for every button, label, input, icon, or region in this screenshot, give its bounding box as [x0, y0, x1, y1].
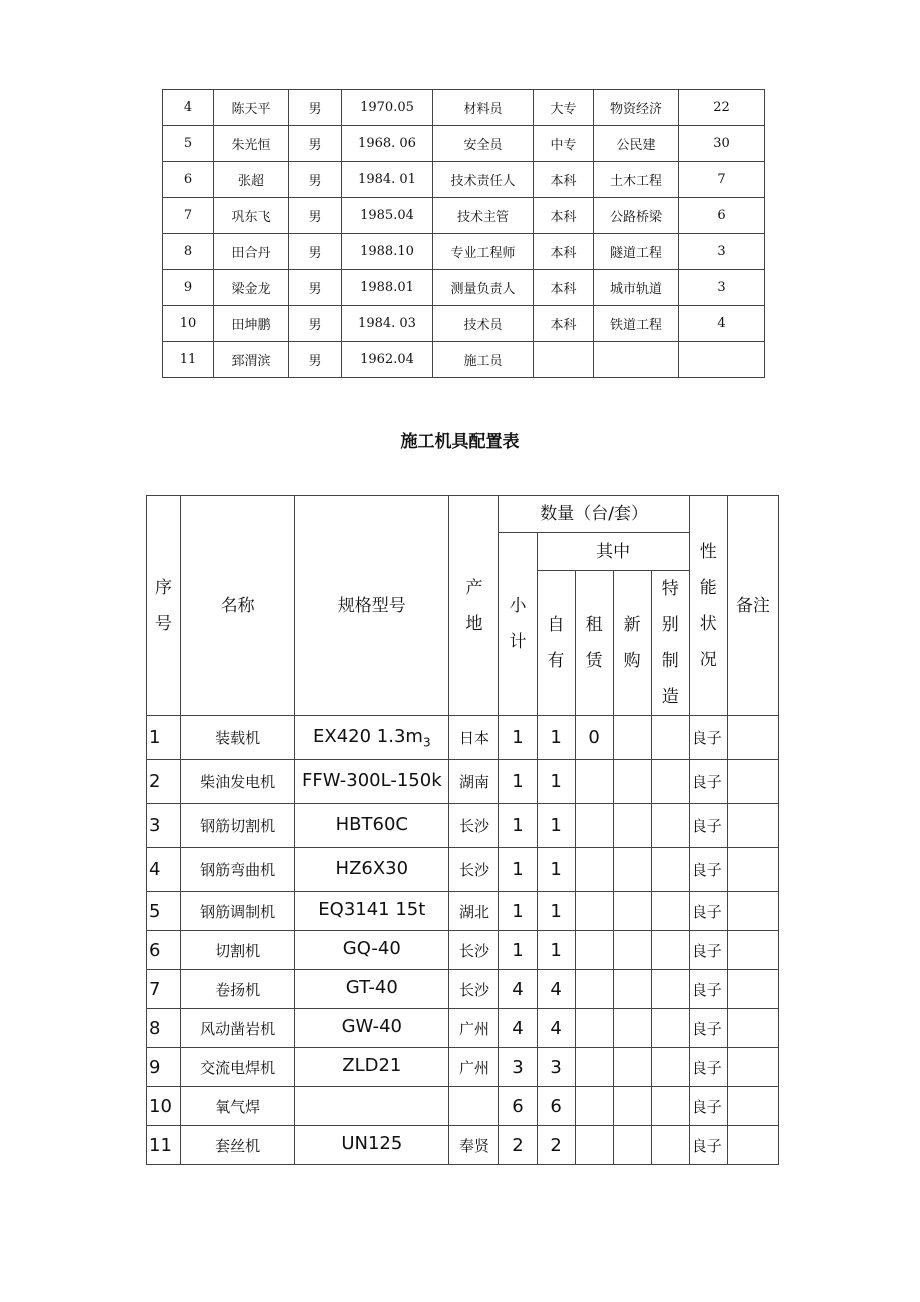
staff-cell-no: 9	[163, 270, 214, 306]
equipment-cell-remark	[727, 931, 778, 970]
equipment-cell-origin: 奉贤	[449, 1126, 499, 1165]
header-perf-char-3: 状	[699, 613, 717, 634]
header-new-char-1: 新	[623, 615, 641, 635]
staff-cell-years	[679, 342, 765, 378]
equipment-cell-performance: 良子	[689, 760, 727, 804]
equipment-cell-performance: 良子	[689, 848, 727, 892]
equipment-cell-lease	[575, 804, 613, 848]
equipment-cell-subtotal: 3	[499, 1048, 537, 1087]
equipment-cell-lease	[575, 1048, 613, 1087]
header-lease	[575, 571, 613, 716]
equipment-cell-new	[613, 848, 651, 892]
equipment-cell-name: 风动凿岩机	[181, 1009, 295, 1048]
header-seq	[147, 496, 181, 716]
equipment-cell-spec	[295, 1126, 449, 1165]
equipment-cell-seq: 1	[147, 716, 181, 760]
equipment-cell-special	[651, 760, 689, 804]
equipment-spec-text: EX420 1.3m	[313, 725, 423, 747]
staff-cell-position: 材料员	[433, 90, 534, 126]
equipment-cell-spec	[295, 848, 449, 892]
equipment-cell-new	[613, 892, 651, 931]
staff-cell-position: 技术主管	[433, 198, 534, 234]
equipment-cell-special	[651, 1126, 689, 1165]
equipment-row	[147, 970, 779, 1009]
staff-cell-name: 陈天平	[214, 90, 289, 126]
staff-cell-position: 安全员	[433, 126, 534, 162]
staff-cell-name: 梁金龙	[214, 270, 289, 306]
equipment-cell-spec	[295, 892, 449, 931]
equipment-cell-spec	[295, 931, 449, 970]
equipment-cell-origin: 日本	[449, 716, 499, 760]
equipment-cell-name: 柴油发电机	[181, 760, 295, 804]
equipment-cell-remark	[727, 970, 778, 1009]
equipment-cell-subtotal: 2	[499, 1126, 537, 1165]
equipment-cell-seq: 11	[147, 1126, 181, 1165]
equipment-cell-seq: 2	[147, 760, 181, 804]
staff-cell-position: 技术员	[433, 306, 534, 342]
equipment-cell-new	[613, 716, 651, 760]
equipment-spec-text: UN125	[341, 1133, 403, 1155]
staff-cell-born: 1984. 03	[342, 306, 433, 342]
staff-table	[162, 89, 765, 378]
equipment-spec-text: GW-40	[341, 1016, 403, 1038]
staff-cell-no: 10	[163, 306, 214, 342]
header-among: 其中	[537, 533, 689, 571]
equipment-cell-own: 1	[537, 804, 575, 848]
staff-cell-no: 4	[163, 90, 214, 126]
staff-cell-born: 1968. 06	[342, 126, 433, 162]
staff-cell-major: 隧道工程	[594, 234, 679, 270]
staff-cell-gender: 男	[289, 162, 342, 198]
equipment-cell-special	[651, 1048, 689, 1087]
staff-cell-years: 7	[679, 162, 765, 198]
equipment-cell-own: 6	[537, 1087, 575, 1126]
header-seq-char-1: 序	[155, 577, 173, 598]
equipment-cell-subtotal: 4	[499, 1009, 537, 1048]
equipment-cell-own: 4	[537, 1009, 575, 1048]
equipment-cell-origin: 广州	[449, 1009, 499, 1048]
header-subtotal	[499, 533, 537, 716]
staff-cell-years: 30	[679, 126, 765, 162]
equipment-cell-own: 1	[537, 892, 575, 931]
equipment-cell-new	[613, 804, 651, 848]
equipment-cell-own: 1	[537, 848, 575, 892]
equipment-row	[147, 1048, 779, 1087]
staff-cell-gender: 男	[289, 270, 342, 306]
equipment-cell-performance: 良子	[689, 892, 727, 931]
header-new	[613, 571, 651, 716]
staff-cell-education	[534, 342, 594, 378]
staff-row	[163, 162, 765, 198]
equipment-cell-name: 套丝机	[181, 1126, 295, 1165]
equipment-cell-origin: 长沙	[449, 804, 499, 848]
equipment-spec-text: HBT60C	[335, 813, 408, 835]
staff-cell-education: 本科	[534, 306, 594, 342]
staff-cell-name: 朱光恒	[214, 126, 289, 162]
staff-cell-gender: 男	[289, 126, 342, 162]
equipment-cell-name: 交流电焊机	[181, 1048, 295, 1087]
equipment-cell-special	[651, 892, 689, 931]
equipment-table-title: 施工机具配置表	[400, 432, 520, 452]
equipment-cell-name: 钢筋调制机	[181, 892, 295, 931]
equipment-cell-remark	[727, 1048, 778, 1087]
equipment-cell-name: 装载机	[181, 716, 295, 760]
header-origin-char-1: 产	[465, 577, 483, 598]
staff-cell-gender: 男	[289, 90, 342, 126]
header-special-char-3: 制	[661, 651, 679, 671]
equipment-cell-performance: 良子	[689, 931, 727, 970]
equipment-table	[146, 495, 779, 1165]
header-own	[537, 571, 575, 716]
equipment-cell-seq: 8	[147, 1009, 181, 1048]
staff-cell-education: 中专	[534, 126, 594, 162]
equipment-cell-subtotal: 1	[499, 892, 537, 931]
equipment-cell-new	[613, 931, 651, 970]
header-perf-char-1: 性	[699, 541, 717, 562]
equipment-row	[147, 931, 779, 970]
equipment-spec-text: ZLD21	[342, 1055, 402, 1077]
equipment-cell-lease: 0	[575, 716, 613, 760]
equipment-cell-remark	[727, 1126, 778, 1165]
staff-cell-position: 测量负责人	[433, 270, 534, 306]
staff-row	[163, 90, 765, 126]
equipment-cell-own: 3	[537, 1048, 575, 1087]
staff-cell-no: 8	[163, 234, 214, 270]
equipment-row	[147, 892, 779, 931]
staff-cell-no: 11	[163, 342, 214, 378]
equipment-cell-seq: 7	[147, 970, 181, 1009]
equipment-cell-performance: 良子	[689, 1048, 727, 1087]
header-lease-char-1: 租	[585, 615, 603, 635]
equipment-cell-performance: 良子	[689, 1087, 727, 1126]
equipment-cell-performance: 良子	[689, 804, 727, 848]
equipment-cell-origin	[449, 1087, 499, 1126]
staff-cell-born: 1962.04	[342, 342, 433, 378]
staff-cell-name: 巩东飞	[214, 198, 289, 234]
staff-cell-major: 城市轨道	[594, 270, 679, 306]
staff-row	[163, 270, 765, 306]
equipment-cell-name: 氧气焊	[181, 1087, 295, 1126]
equipment-cell-subtotal: 1	[499, 931, 537, 970]
staff-cell-gender: 男	[289, 306, 342, 342]
equipment-cell-seq: 6	[147, 931, 181, 970]
equipment-cell-seq: 4	[147, 848, 181, 892]
equipment-cell-new	[613, 1048, 651, 1087]
staff-cell-no: 5	[163, 126, 214, 162]
header-quantity: 数量（台/套）	[499, 496, 689, 533]
equipment-cell-own: 1	[537, 760, 575, 804]
equipment-cell-own: 1	[537, 716, 575, 760]
equipment-cell-spec	[295, 1087, 449, 1126]
staff-cell-gender: 男	[289, 342, 342, 378]
equipment-cell-new	[613, 1087, 651, 1126]
equipment-cell-origin: 湖南	[449, 760, 499, 804]
equipment-spec-text: FFW-300L-150k	[302, 769, 442, 791]
staff-row	[163, 198, 765, 234]
staff-cell-major	[594, 342, 679, 378]
staff-row	[163, 342, 765, 378]
equipment-cell-name: 卷扬机	[181, 970, 295, 1009]
equipment-row	[147, 760, 779, 804]
equipment-cell-subtotal: 4	[499, 970, 537, 1009]
equipment-cell-lease	[575, 892, 613, 931]
equipment-cell-special	[651, 1009, 689, 1048]
equipment-cell-name: 钢筋弯曲机	[181, 848, 295, 892]
equipment-cell-origin: 长沙	[449, 931, 499, 970]
staff-cell-no: 7	[163, 198, 214, 234]
staff-cell-position: 施工员	[433, 342, 534, 378]
equipment-cell-remark	[727, 804, 778, 848]
header-spec: 规格型号	[295, 496, 449, 716]
staff-cell-education: 本科	[534, 234, 594, 270]
staff-cell-born: 1988.01	[342, 270, 433, 306]
header-name: 名称	[181, 496, 295, 716]
equipment-cell-remark	[727, 892, 778, 931]
staff-cell-years: 3	[679, 270, 765, 306]
header-perf-char-4: 况	[699, 649, 717, 670]
equipment-cell-lease	[575, 848, 613, 892]
header-lease-char-2: 赁	[585, 651, 603, 671]
equipment-row	[147, 1087, 779, 1126]
staff-cell-born: 1988.10	[342, 234, 433, 270]
equipment-spec-text: GT-40	[345, 977, 398, 999]
staff-cell-gender: 男	[289, 198, 342, 234]
equipment-row	[147, 716, 779, 760]
equipment-cell-subtotal: 6	[499, 1087, 537, 1126]
header-remark: 备注	[727, 496, 778, 716]
equipment-cell-performance: 良子	[689, 970, 727, 1009]
staff-row	[163, 306, 765, 342]
staff-cell-years: 4	[679, 306, 765, 342]
equipment-cell-origin: 湖北	[449, 892, 499, 931]
equipment-table-body	[147, 496, 779, 1165]
equipment-cell-remark	[727, 848, 778, 892]
equipment-cell-subtotal: 1	[499, 848, 537, 892]
equipment-cell-lease	[575, 931, 613, 970]
equipment-cell-performance: 良子	[689, 716, 727, 760]
staff-cell-years: 6	[679, 198, 765, 234]
equipment-spec-text: EQ3141 15t	[318, 899, 426, 921]
equipment-cell-lease	[575, 760, 613, 804]
staff-cell-born: 1970.05	[342, 90, 433, 126]
staff-cell-education: 本科	[534, 198, 594, 234]
equipment-cell-spec	[295, 716, 449, 760]
equipment-spec-text: HZ6X30	[335, 857, 409, 879]
equipment-spec-subscript: 3	[422, 735, 431, 750]
staff-cell-years: 22	[679, 90, 765, 126]
header-special-char-2: 别	[661, 615, 679, 635]
staff-cell-education: 本科	[534, 162, 594, 198]
equipment-cell-new	[613, 1009, 651, 1048]
staff-cell-major: 铁道工程	[594, 306, 679, 342]
staff-cell-position: 专业工程师	[433, 234, 534, 270]
staff-cell-major: 土木工程	[594, 162, 679, 198]
equipment-cell-seq: 10	[147, 1087, 181, 1126]
equipment-cell-lease	[575, 970, 613, 1009]
equipment-cell-spec	[295, 1048, 449, 1087]
equipment-cell-name: 钢筋切割机	[181, 804, 295, 848]
equipment-cell-subtotal: 1	[499, 760, 537, 804]
equipment-cell-spec	[295, 970, 449, 1009]
equipment-cell-performance: 良子	[689, 1126, 727, 1165]
equipment-cell-origin: 广州	[449, 1048, 499, 1087]
equipment-cell-own: 4	[537, 970, 575, 1009]
header-new-char-2: 购	[623, 651, 641, 671]
staff-row	[163, 234, 765, 270]
equipment-cell-origin: 长沙	[449, 848, 499, 892]
header-own-char-2: 有	[547, 651, 565, 671]
staff-cell-major: 公民建	[594, 126, 679, 162]
header-subtotal-char-2: 计	[509, 632, 527, 652]
equipment-cell-new	[613, 970, 651, 1009]
staff-cell-no: 6	[163, 162, 214, 198]
equipment-cell-remark	[727, 1009, 778, 1048]
equipment-cell-spec	[295, 760, 449, 804]
header-subtotal-char-1: 小	[509, 596, 527, 616]
header-special-char-1: 特	[661, 579, 679, 599]
staff-table-body	[163, 90, 765, 378]
equipment-cell-subtotal: 1	[499, 716, 537, 760]
staff-cell-gender: 男	[289, 234, 342, 270]
staff-cell-name: 张超	[214, 162, 289, 198]
equipment-cell-special	[651, 970, 689, 1009]
equipment-cell-remark	[727, 1087, 778, 1126]
equipment-spec-text: GQ-40	[342, 938, 401, 960]
equipment-cell-special	[651, 1087, 689, 1126]
equipment-cell-name: 切割机	[181, 931, 295, 970]
staff-cell-name: 田合丹	[214, 234, 289, 270]
header-special	[651, 571, 689, 716]
equipment-cell-origin: 长沙	[449, 970, 499, 1009]
equipment-cell-subtotal: 1	[499, 804, 537, 848]
header-special-char-4: 造	[661, 687, 679, 707]
header-origin-char-2: 地	[465, 613, 483, 634]
equipment-cell-new	[613, 1126, 651, 1165]
staff-cell-name: 田坤鹏	[214, 306, 289, 342]
equipment-cell-special	[651, 848, 689, 892]
header-performance	[689, 496, 727, 716]
equipment-cell-remark	[727, 760, 778, 804]
staff-cell-name: 郅渭滨	[214, 342, 289, 378]
equipment-cell-special	[651, 716, 689, 760]
staff-cell-born: 1984. 01	[342, 162, 433, 198]
equipment-cell-lease	[575, 1009, 613, 1048]
equipment-row	[147, 804, 779, 848]
header-perf-char-2: 能	[699, 577, 717, 598]
staff-cell-position: 技术责任人	[433, 162, 534, 198]
header-origin	[449, 496, 499, 716]
equipment-cell-remark	[727, 716, 778, 760]
header-own-char-1: 自	[547, 615, 565, 635]
staff-row	[163, 126, 765, 162]
equipment-cell-spec	[295, 1009, 449, 1048]
equipment-cell-seq: 5	[147, 892, 181, 931]
equipment-cell-own: 2	[537, 1126, 575, 1165]
equipment-cell-spec	[295, 804, 449, 848]
equipment-cell-seq: 9	[147, 1048, 181, 1087]
equipment-cell-new	[613, 760, 651, 804]
equipment-cell-special	[651, 804, 689, 848]
equipment-row	[147, 848, 779, 892]
staff-cell-major: 公路桥梁	[594, 198, 679, 234]
header-seq-char-2: 号	[155, 613, 173, 634]
equipment-row	[147, 1126, 779, 1165]
equipment-cell-seq: 3	[147, 804, 181, 848]
equipment-cell-lease	[575, 1126, 613, 1165]
staff-cell-born: 1985.04	[342, 198, 433, 234]
staff-cell-education: 本科	[534, 270, 594, 306]
staff-cell-education: 大专	[534, 90, 594, 126]
equipment-cell-lease	[575, 1087, 613, 1126]
equipment-row	[147, 1009, 779, 1048]
equipment-cell-performance: 良子	[689, 1009, 727, 1048]
staff-cell-major: 物资经济	[594, 90, 679, 126]
equipment-cell-own: 1	[537, 931, 575, 970]
staff-cell-years: 3	[679, 234, 765, 270]
equipment-cell-special	[651, 931, 689, 970]
